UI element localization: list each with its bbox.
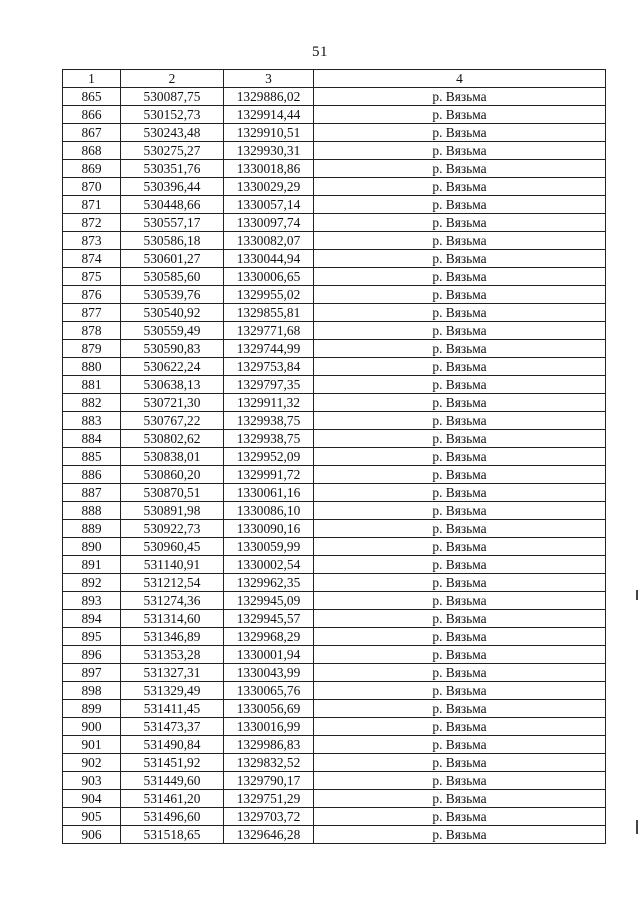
table-row [63,448,606,466]
table-row [63,466,606,484]
x-coordinate-cell: 530559,49 [121,322,224,340]
point-number-cell: 878 [63,322,121,340]
point-number-cell: 866 [63,106,121,124]
point-number-cell: 887 [63,484,121,502]
y-coordinate-cell: 1330086,10 [224,502,314,520]
table-row [63,700,606,718]
y-coordinate-cell: 1329832,52 [224,754,314,772]
point-number-cell: 890 [63,538,121,556]
x-coordinate-cell: 530721,30 [121,394,224,412]
point-number-cell: 888 [63,502,121,520]
header-cell-x: 2 [121,70,224,88]
description-cell: р. Вязьма [314,772,606,790]
description-cell: р. Вязьма [314,664,606,682]
table-row [63,502,606,520]
y-coordinate-cell: 1329968,29 [224,628,314,646]
x-coordinate-cell: 530590,83 [121,340,224,358]
y-coordinate-cell: 1330044,94 [224,250,314,268]
point-number-cell: 883 [63,412,121,430]
table-row [63,538,606,556]
description-cell: р. Вязьма [314,358,606,376]
point-number-cell: 897 [63,664,121,682]
y-coordinate-cell: 1330090,16 [224,520,314,538]
x-coordinate-cell: 530557,17 [121,214,224,232]
description-cell: р. Вязьма [314,340,606,358]
table-row [63,268,606,286]
y-coordinate-cell: 1329952,09 [224,448,314,466]
y-coordinate-cell: 1330029,29 [224,178,314,196]
description-cell: р. Вязьма [314,520,606,538]
x-coordinate-cell: 530448,66 [121,196,224,214]
point-number-cell: 865 [63,88,121,106]
description-cell: р. Вязьма [314,538,606,556]
x-coordinate-cell: 531314,60 [121,610,224,628]
point-number-cell: 896 [63,646,121,664]
table-row [63,142,606,160]
table-row [63,826,606,844]
description-cell: р. Вязьма [314,790,606,808]
x-coordinate-cell: 531518,65 [121,826,224,844]
y-coordinate-cell: 1329910,51 [224,124,314,142]
y-coordinate-cell: 1330097,74 [224,214,314,232]
y-coordinate-cell: 1329945,57 [224,610,314,628]
x-coordinate-cell: 531411,45 [121,700,224,718]
point-number-cell: 882 [63,394,121,412]
x-coordinate-cell: 530243,48 [121,124,224,142]
point-number-cell: 881 [63,376,121,394]
point-number-cell: 900 [63,718,121,736]
y-coordinate-cell: 1330065,76 [224,682,314,700]
y-coordinate-cell: 1330057,14 [224,196,314,214]
x-coordinate-cell: 530586,18 [121,232,224,250]
scan-edge-mark [636,820,638,834]
description-cell: р. Вязьма [314,610,606,628]
point-number-cell: 872 [63,214,121,232]
x-coordinate-cell: 530960,45 [121,538,224,556]
point-number-cell: 899 [63,700,121,718]
point-number-cell: 874 [63,250,121,268]
point-number-cell: 871 [63,196,121,214]
x-coordinate-cell: 531329,49 [121,682,224,700]
y-coordinate-cell: 1329751,29 [224,790,314,808]
point-number-cell: 876 [63,286,121,304]
point-number-cell: 875 [63,268,121,286]
y-coordinate-cell: 1330016,99 [224,718,314,736]
description-cell: р. Вязьма [314,412,606,430]
x-coordinate-cell: 530922,73 [121,520,224,538]
table-row [63,178,606,196]
description-cell: р. Вязьма [314,448,606,466]
y-coordinate-cell: 1329797,35 [224,376,314,394]
point-number-cell: 868 [63,142,121,160]
table-row [63,214,606,232]
x-coordinate-cell: 531496,60 [121,808,224,826]
point-number-cell: 886 [63,466,121,484]
x-coordinate-cell: 530396,44 [121,178,224,196]
y-coordinate-cell: 1329991,72 [224,466,314,484]
point-number-cell: 873 [63,232,121,250]
point-number-cell: 885 [63,448,121,466]
table-row [63,772,606,790]
description-cell: р. Вязьма [314,556,606,574]
y-coordinate-cell: 1329955,02 [224,286,314,304]
x-coordinate-cell: 530891,98 [121,502,224,520]
point-number-cell: 869 [63,160,121,178]
description-cell: р. Вязьма [314,574,606,592]
x-coordinate-cell: 531449,60 [121,772,224,790]
y-coordinate-cell: 1329790,17 [224,772,314,790]
header-cell-y: 3 [224,70,314,88]
x-coordinate-cell: 530860,20 [121,466,224,484]
table-row [63,160,606,178]
description-cell: р. Вязьма [314,268,606,286]
point-number-cell: 895 [63,628,121,646]
x-coordinate-cell: 531353,28 [121,646,224,664]
x-coordinate-cell: 531461,20 [121,790,224,808]
table-row [63,250,606,268]
table-row [63,322,606,340]
description-cell: р. Вязьма [314,484,606,502]
y-coordinate-cell: 1329938,75 [224,412,314,430]
description-cell: р. Вязьма [314,646,606,664]
y-coordinate-cell: 1329914,44 [224,106,314,124]
description-cell: р. Вязьма [314,304,606,322]
description-cell: р. Вязьма [314,502,606,520]
table-row [63,736,606,754]
table-header [63,70,606,88]
table-row [63,286,606,304]
page-number: 51 [312,44,328,60]
table-row [63,376,606,394]
description-cell: р. Вязьма [314,124,606,142]
table-row [63,124,606,142]
x-coordinate-cell: 531490,84 [121,736,224,754]
coordinates-table [62,69,606,844]
y-coordinate-cell: 1329744,99 [224,340,314,358]
table-row [63,754,606,772]
y-coordinate-cell: 1330056,69 [224,700,314,718]
point-number-cell: 904 [63,790,121,808]
point-number-cell: 867 [63,124,121,142]
table-row [63,394,606,412]
description-cell: р. Вязьма [314,178,606,196]
y-coordinate-cell: 1329930,31 [224,142,314,160]
description-cell: р. Вязьма [314,736,606,754]
description-cell: р. Вязьма [314,322,606,340]
table-row [63,664,606,682]
y-coordinate-cell: 1329986,83 [224,736,314,754]
scan-edge-mark [636,590,638,600]
description-cell: р. Вязьма [314,394,606,412]
x-coordinate-cell: 530585,60 [121,268,224,286]
x-coordinate-cell: 531140,91 [121,556,224,574]
table-row [63,484,606,502]
x-coordinate-cell: 530638,13 [121,376,224,394]
y-coordinate-cell: 1330059,99 [224,538,314,556]
description-cell: р. Вязьма [314,106,606,124]
x-coordinate-cell: 530152,73 [121,106,224,124]
x-coordinate-cell: 531451,92 [121,754,224,772]
description-cell: р. Вязьма [314,88,606,106]
description-cell: р. Вязьма [314,196,606,214]
y-coordinate-cell: 1330061,16 [224,484,314,502]
description-cell: р. Вязьма [314,214,606,232]
point-number-cell: 894 [63,610,121,628]
x-coordinate-cell: 530275,27 [121,142,224,160]
description-cell: р. Вязьма [314,286,606,304]
point-number-cell: 902 [63,754,121,772]
table-row [63,196,606,214]
point-number-cell: 884 [63,430,121,448]
description-cell: р. Вязьма [314,682,606,700]
table-body [63,88,606,844]
header-cell-point-number: 1 [63,70,121,88]
y-coordinate-cell: 1330043,99 [224,664,314,682]
y-coordinate-cell: 1329886,02 [224,88,314,106]
description-cell: р. Вязьма [314,160,606,178]
y-coordinate-cell: 1330001,94 [224,646,314,664]
table-row [63,430,606,448]
x-coordinate-cell: 530767,22 [121,412,224,430]
x-coordinate-cell: 530622,24 [121,358,224,376]
x-coordinate-cell: 531212,54 [121,574,224,592]
header-row [63,70,606,88]
description-cell: р. Вязьма [314,754,606,772]
x-coordinate-cell: 530351,76 [121,160,224,178]
header-cell-description: 4 [314,70,606,88]
y-coordinate-cell: 1329938,75 [224,430,314,448]
x-coordinate-cell: 531473,37 [121,718,224,736]
x-coordinate-cell: 531327,31 [121,664,224,682]
table-row [63,718,606,736]
table-row [63,808,606,826]
table-row [63,556,606,574]
y-coordinate-cell: 1329945,09 [224,592,314,610]
y-coordinate-cell: 1329753,84 [224,358,314,376]
x-coordinate-cell: 530539,76 [121,286,224,304]
x-coordinate-cell: 530601,27 [121,250,224,268]
point-number-cell: 891 [63,556,121,574]
table-row [63,592,606,610]
x-coordinate-cell: 530087,75 [121,88,224,106]
table-row [63,574,606,592]
point-number-cell: 877 [63,304,121,322]
table-row [63,304,606,322]
x-coordinate-cell: 530870,51 [121,484,224,502]
description-cell: р. Вязьма [314,808,606,826]
description-cell: р. Вязьма [314,430,606,448]
description-cell: р. Вязьма [314,826,606,844]
y-coordinate-cell: 1330002,54 [224,556,314,574]
y-coordinate-cell: 1329703,72 [224,808,314,826]
table-row [63,358,606,376]
table-row [63,646,606,664]
point-number-cell: 898 [63,682,121,700]
table-row [63,790,606,808]
y-coordinate-cell: 1329911,32 [224,394,314,412]
point-number-cell: 880 [63,358,121,376]
description-cell: р. Вязьма [314,232,606,250]
point-number-cell: 870 [63,178,121,196]
description-cell: р. Вязьма [314,250,606,268]
y-coordinate-cell: 1329855,81 [224,304,314,322]
table-row [63,610,606,628]
description-cell: р. Вязьма [314,700,606,718]
description-cell: р. Вязьма [314,628,606,646]
table-row [63,682,606,700]
x-coordinate-cell: 531346,89 [121,628,224,646]
y-coordinate-cell: 1329646,28 [224,826,314,844]
description-cell: р. Вязьма [314,466,606,484]
x-coordinate-cell: 530838,01 [121,448,224,466]
point-number-cell: 892 [63,574,121,592]
point-number-cell: 903 [63,772,121,790]
table-row [63,520,606,538]
y-coordinate-cell: 1330006,65 [224,268,314,286]
point-number-cell: 901 [63,736,121,754]
table-row [63,340,606,358]
point-number-cell: 889 [63,520,121,538]
point-number-cell: 879 [63,340,121,358]
table-row [63,232,606,250]
x-coordinate-cell: 531274,36 [121,592,224,610]
y-coordinate-cell: 1330018,86 [224,160,314,178]
table-row [63,412,606,430]
table-row [63,88,606,106]
description-cell: р. Вязьма [314,592,606,610]
point-number-cell: 906 [63,826,121,844]
y-coordinate-cell: 1330082,07 [224,232,314,250]
point-number-cell: 893 [63,592,121,610]
description-cell: р. Вязьма [314,142,606,160]
table-row [63,628,606,646]
x-coordinate-cell: 530802,62 [121,430,224,448]
point-number-cell: 905 [63,808,121,826]
description-cell: р. Вязьма [314,718,606,736]
description-cell: р. Вязьма [314,376,606,394]
y-coordinate-cell: 1329962,35 [224,574,314,592]
x-coordinate-cell: 530540,92 [121,304,224,322]
y-coordinate-cell: 1329771,68 [224,322,314,340]
table-row [63,106,606,124]
